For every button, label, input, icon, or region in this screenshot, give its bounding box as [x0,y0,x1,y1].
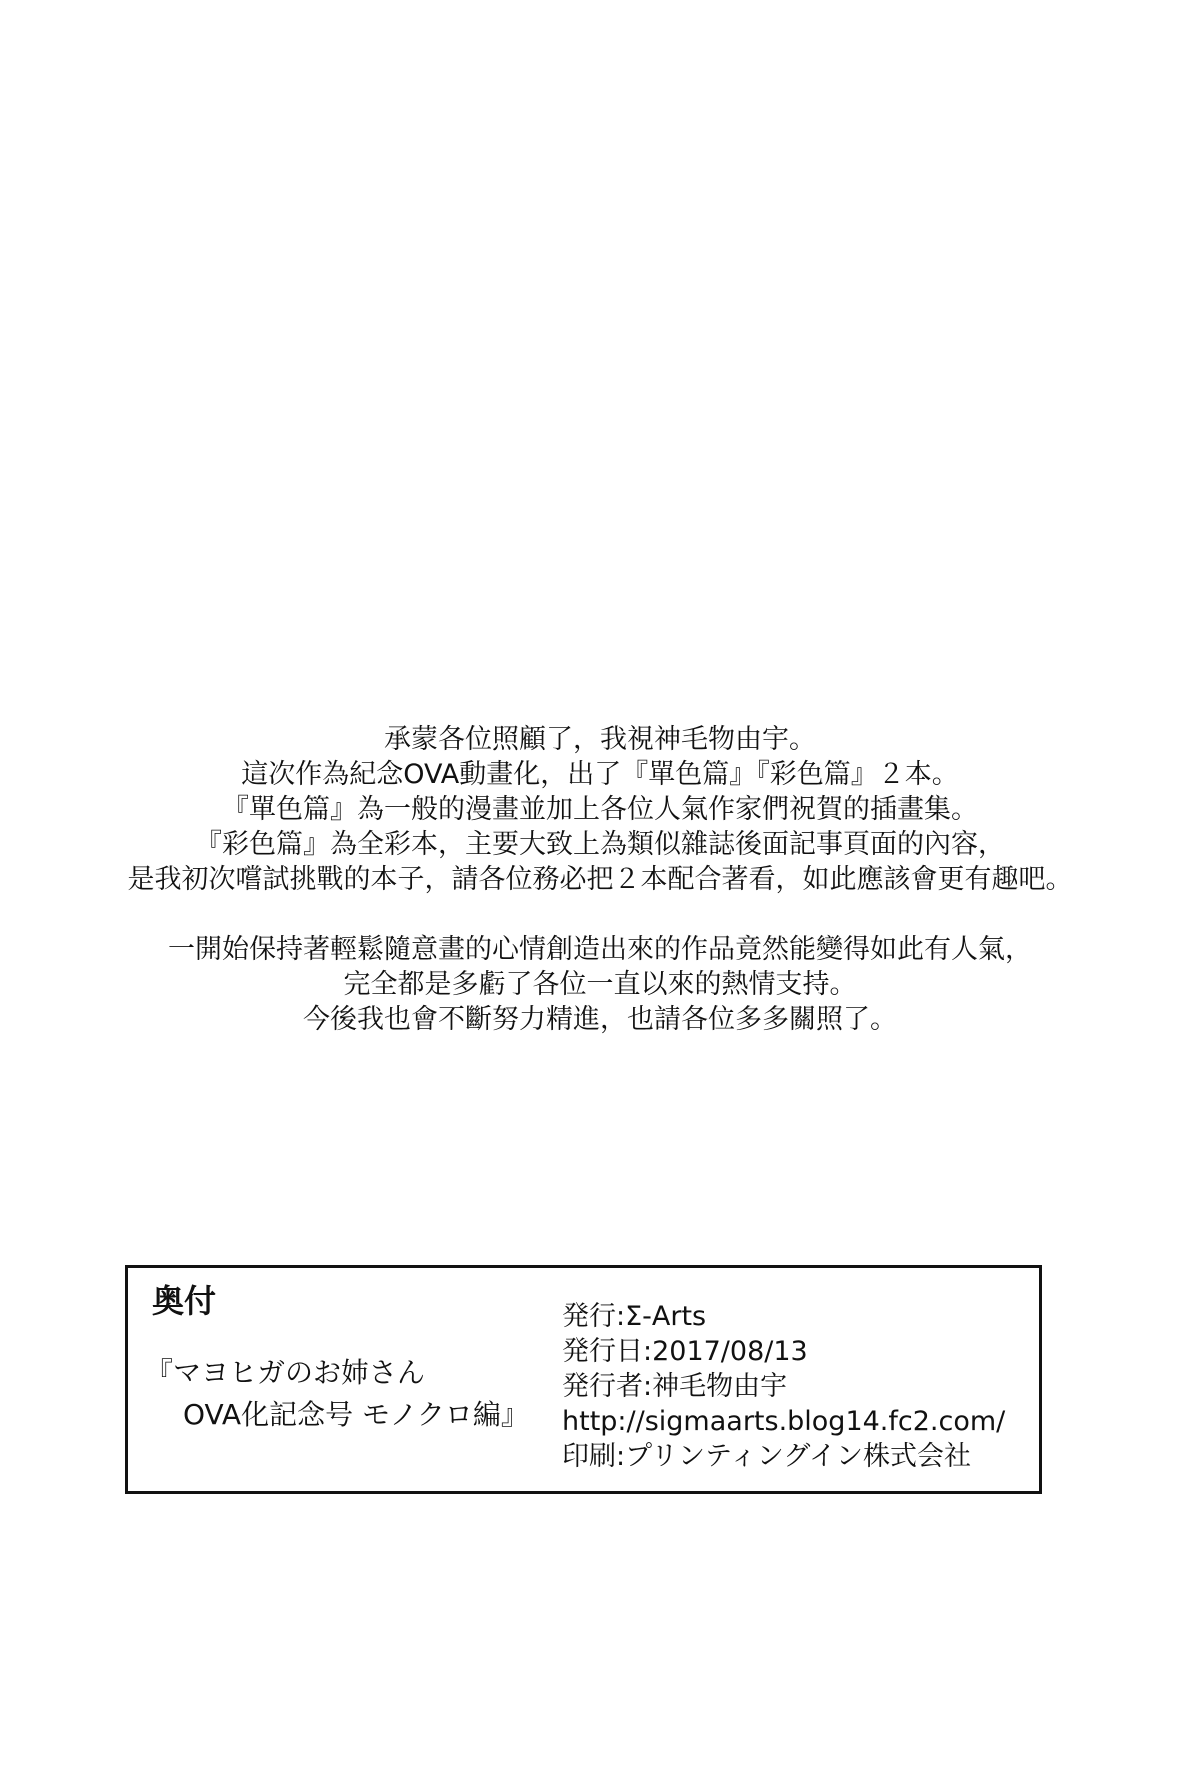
afterword-line: 『單色篇』為一般的漫畫並加上各位人氣作家們祝賀的插畫集。 [222,794,978,825]
afterword-message [0,722,1200,1037]
book-title-line: 『マヨヒガのお姉さん [145,1356,426,1389]
website-url: http://sigmaarts.blog14.fc2.com/ [562,1406,1006,1437]
printer-line: 印刷:プリンティングイン株式会社 [562,1441,971,1472]
afterword-paragraph-2 [0,932,1200,1037]
afterword-line: 承蒙各位照顧了，我視神毛物由宇。 [384,724,816,755]
afterword-line: 這次作為紀念OVA動畫化，出了『單色篇』『彩色篇』２本。 [241,759,959,790]
afterword-line: 完全都是多虧了各位一直以來的熱情支持。 [343,969,857,1000]
colophon-box [125,1265,1042,1494]
afterword-line: 一開始保持著輕鬆隨意畫的心情創造出來的作品竟然能變得如此有人氣， [168,934,1032,965]
author-line: 発行者:神毛物由宇 [562,1371,788,1402]
book-title-line: OVA化記念号 モノクロ編』 [183,1398,529,1431]
book-title [145,1352,529,1436]
afterword-line: 今後我也會不斷努力精進，也請各位多多關照了。 [303,1004,897,1035]
publisher-line: 発行:Σ-Arts [562,1301,707,1332]
colophon-heading: 奥付 [152,1282,217,1320]
afterword-paragraph-1 [0,722,1200,897]
publication-info [562,1299,1005,1474]
afterword-line: 是我初次嚐試挑戰的本子，請各位務必把２本配合著看，如此應該會更有趣吧。 [127,864,1073,895]
afterword-line: 『彩色篇』為全彩本，主要大致上為類似雜誌後面記事頁面的內容， [195,829,1005,860]
publication-date-line: 発行日:2017/08/13 [562,1336,808,1367]
